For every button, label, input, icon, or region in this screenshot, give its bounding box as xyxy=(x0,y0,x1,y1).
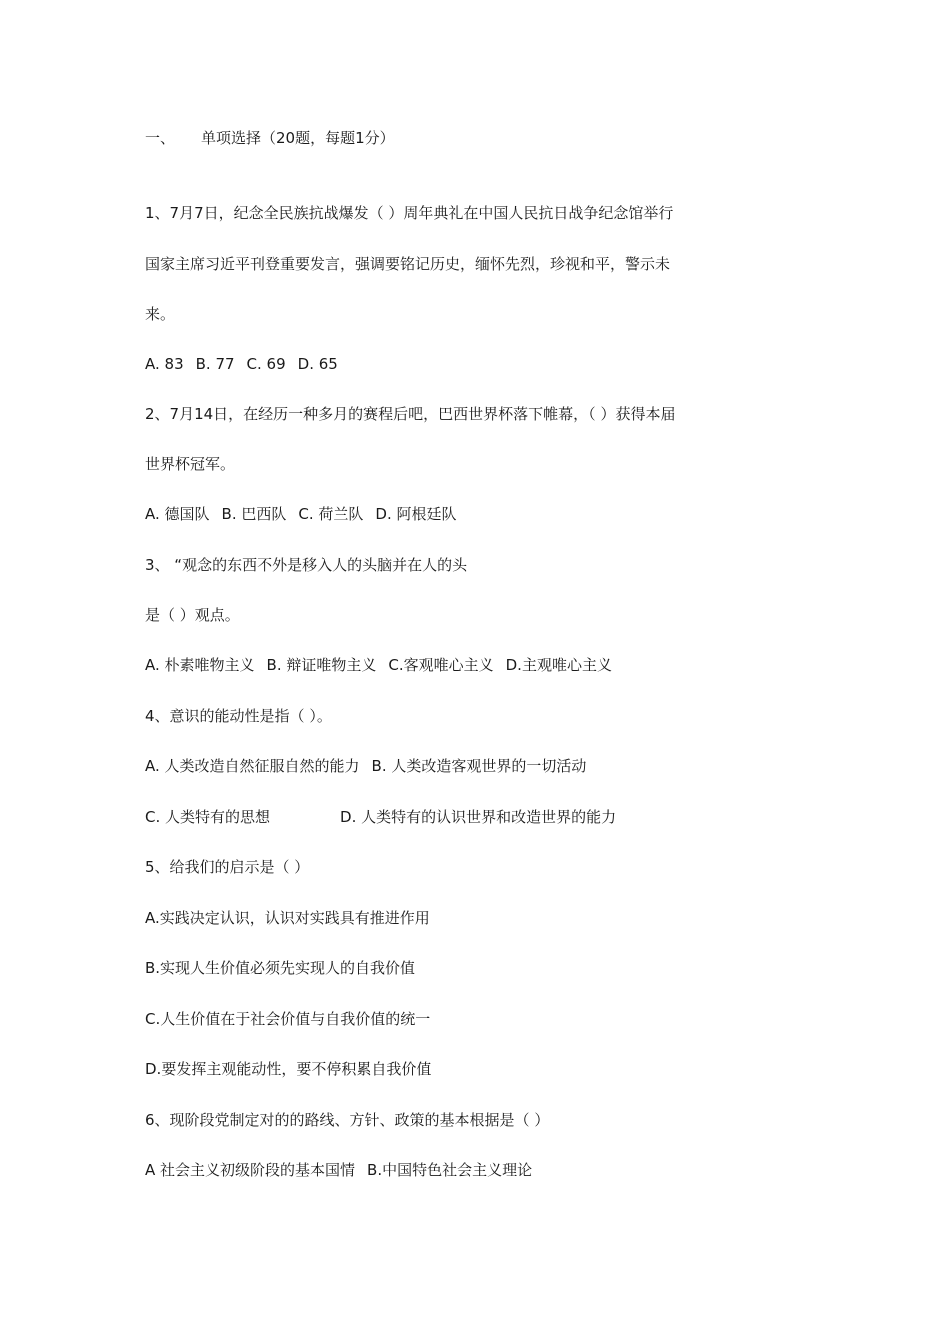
question-3-line-2: 是（ ）观点。 xyxy=(145,606,240,624)
section-heading xyxy=(145,128,395,148)
option-d: D. 阿根廷队 xyxy=(375,505,457,523)
section-title: 单项选择（20题，每题1分） xyxy=(201,129,395,147)
option-c: C.客观唯心主义 xyxy=(388,656,494,674)
option-c: C. 人类特有的思想 xyxy=(145,808,271,826)
question-3-line-1: 3、 “观念的东西不外是移入人的头脑并在人的头 xyxy=(145,556,468,574)
question-5-option-d: D.要发挥主观能动性，要不停积累自我价值 xyxy=(145,1060,432,1078)
option-b: B. 辩证唯物主义 xyxy=(266,656,377,674)
question-4-options-row-1 xyxy=(145,756,586,776)
option-c: C. 69 xyxy=(246,355,286,373)
section-number: 一、 xyxy=(145,129,176,147)
option-d: D. 人类特有的认识世界和改造世界的能力 xyxy=(340,808,617,826)
question-1-line-3: 来。 xyxy=(145,305,176,323)
question-5-option-a: A.实践决定认识，认识对实践具有推进作用 xyxy=(145,909,430,927)
question-6-options xyxy=(145,1160,532,1180)
question-2-line-1: 2、7月14日，在经历一种多月的赛程后吧，巴西世界杯落下帷幕，（ ）获得本届 xyxy=(145,405,676,423)
question-1-line-2: 国家主席习近平刊登重要发言，强调要铭记历史，缅怀先烈，珍视和平，警示未 xyxy=(145,255,671,273)
option-c: C. 荷兰队 xyxy=(298,505,364,523)
question-2-options xyxy=(145,504,456,524)
question-2-line-2: 世界杯冠军。 xyxy=(145,455,236,473)
question-5-line-1: 5、给我们的启示是（ ） xyxy=(145,858,310,876)
question-5-option-b: B.实现人生价值必须先实现人的自我价值 xyxy=(145,959,416,977)
question-1-line-1: 1、7月7日，纪念全民族抗战爆发（ ）周年典礼在中国人民抗日战争纪念馆举行 xyxy=(145,204,674,222)
question-1-options xyxy=(145,354,338,374)
option-d: D. 65 xyxy=(297,355,338,373)
question-3-options xyxy=(145,655,612,675)
option-a: A. 83 xyxy=(145,355,184,373)
question-4-options-row-2 xyxy=(145,807,616,827)
option-a: A. 德国队 xyxy=(145,505,210,523)
option-b: B. 人类改造客观世界的一切活动 xyxy=(371,757,587,775)
option-b: B.中国特色社会主义理论 xyxy=(367,1161,533,1179)
question-5-option-c: C.人生价值在于社会价值与自我价值的统一 xyxy=(145,1010,431,1028)
option-a: A 社会主义初级阶段的基本国情 xyxy=(145,1161,356,1179)
option-b: B. 77 xyxy=(195,355,235,373)
option-a: A. 朴素唯物主义 xyxy=(145,656,255,674)
question-4-line-1: 4、意识的能动性是指（ ）。 xyxy=(145,707,332,725)
option-a: A. 人类改造自然征服自然的能力 xyxy=(145,757,360,775)
option-d: D.主观唯心主义 xyxy=(505,656,612,674)
option-b: B. 巴西队 xyxy=(221,505,287,523)
question-6-line-1: 6、现阶段党制定对的的路线、方针、政策的基本根据是（ ） xyxy=(145,1111,550,1129)
